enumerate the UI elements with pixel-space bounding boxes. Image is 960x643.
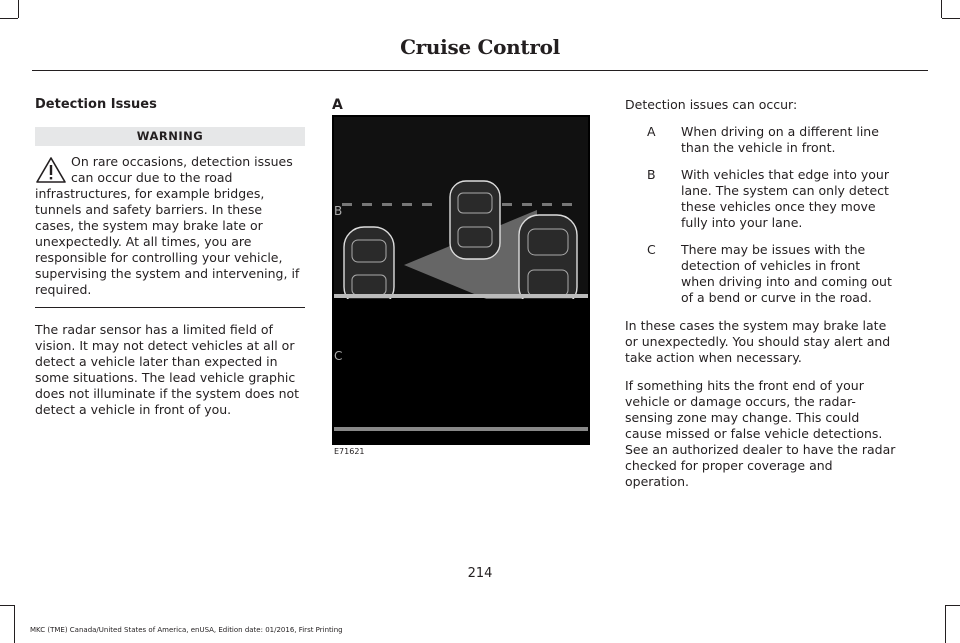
warning-label: WARNING bbox=[35, 127, 305, 146]
brake-paragraph: In these cases the system may brake late or unexpectedly. You should stay alert and take action when necessary. bbox=[625, 318, 891, 365]
issue-letter: B bbox=[647, 167, 656, 182]
section-heading: Detection Issues bbox=[35, 97, 157, 112]
warning-text: On rare occasions, detection issues can occur due to the road infrastructures, for example bridges, tunnels and safety barriers. In these cases, the system may brake late or unexpectedly. At all times, you are responsible for controlling your vehicle, supervising the system and intervening, if required. bbox=[35, 154, 300, 297]
crop-mark bbox=[18, 0, 19, 18]
crop-mark bbox=[14, 605, 15, 643]
crop-mark bbox=[946, 605, 960, 606]
crop-mark bbox=[0, 18, 18, 19]
issue-item-a bbox=[625, 124, 897, 156]
crop-mark bbox=[942, 18, 960, 19]
figure-illustration bbox=[332, 115, 590, 445]
header-divider bbox=[32, 70, 928, 71]
figure-label-a: A bbox=[332, 97, 343, 113]
warning-divider bbox=[35, 307, 305, 308]
left-column bbox=[35, 97, 305, 418]
crop-mark bbox=[941, 0, 942, 18]
warning-body bbox=[35, 154, 305, 298]
crop-mark bbox=[0, 605, 14, 606]
issue-item-c bbox=[625, 242, 897, 306]
issue-text: With vehicles that edge into your lane. The system can only detect these vehicles once they move fully into your lane. bbox=[681, 167, 889, 230]
issue-text: There may be issues with the detection of vehicles in front when driving into and coming out of a bend or curve in the road. bbox=[681, 242, 892, 305]
figure-label-c: C bbox=[334, 349, 343, 363]
damage-paragraph: If something hits the front end of your vehicle or damage occurs, the radar-sensing zone may change. This could cause missed or false vehicle detections. See an authorized dealer to have the radar checked for proper coverage and operation. bbox=[625, 378, 896, 489]
crop-mark bbox=[945, 605, 946, 643]
edition-footer: MKC (TME) Canada/United States of America, enUSA, Edition date: 01/2016, First Printing bbox=[30, 626, 343, 634]
radar-paragraph: The radar sensor has a limited field of vision. It may not detect vehicles at all or detect a vehicle later than expected in some situations. The lead vehicle graphic does not illuminate if the system does not detect a vehicle in front of you. bbox=[35, 322, 300, 417]
warning-triangle-icon bbox=[35, 156, 67, 184]
figure-code: E71621 bbox=[334, 447, 365, 456]
issue-letter: C bbox=[647, 242, 656, 257]
issue-text: When driving on a different line than the vehicle in front. bbox=[681, 124, 879, 155]
issues-intro: Detection issues can occur: bbox=[625, 97, 798, 112]
right-column bbox=[625, 97, 897, 490]
detection-figure bbox=[332, 97, 590, 456]
issue-item-b bbox=[625, 167, 897, 231]
page-title: Cruise Control bbox=[400, 35, 560, 59]
page-number: 214 bbox=[467, 566, 493, 581]
figure-label-b: B bbox=[334, 204, 343, 218]
issue-letter: A bbox=[647, 124, 656, 139]
